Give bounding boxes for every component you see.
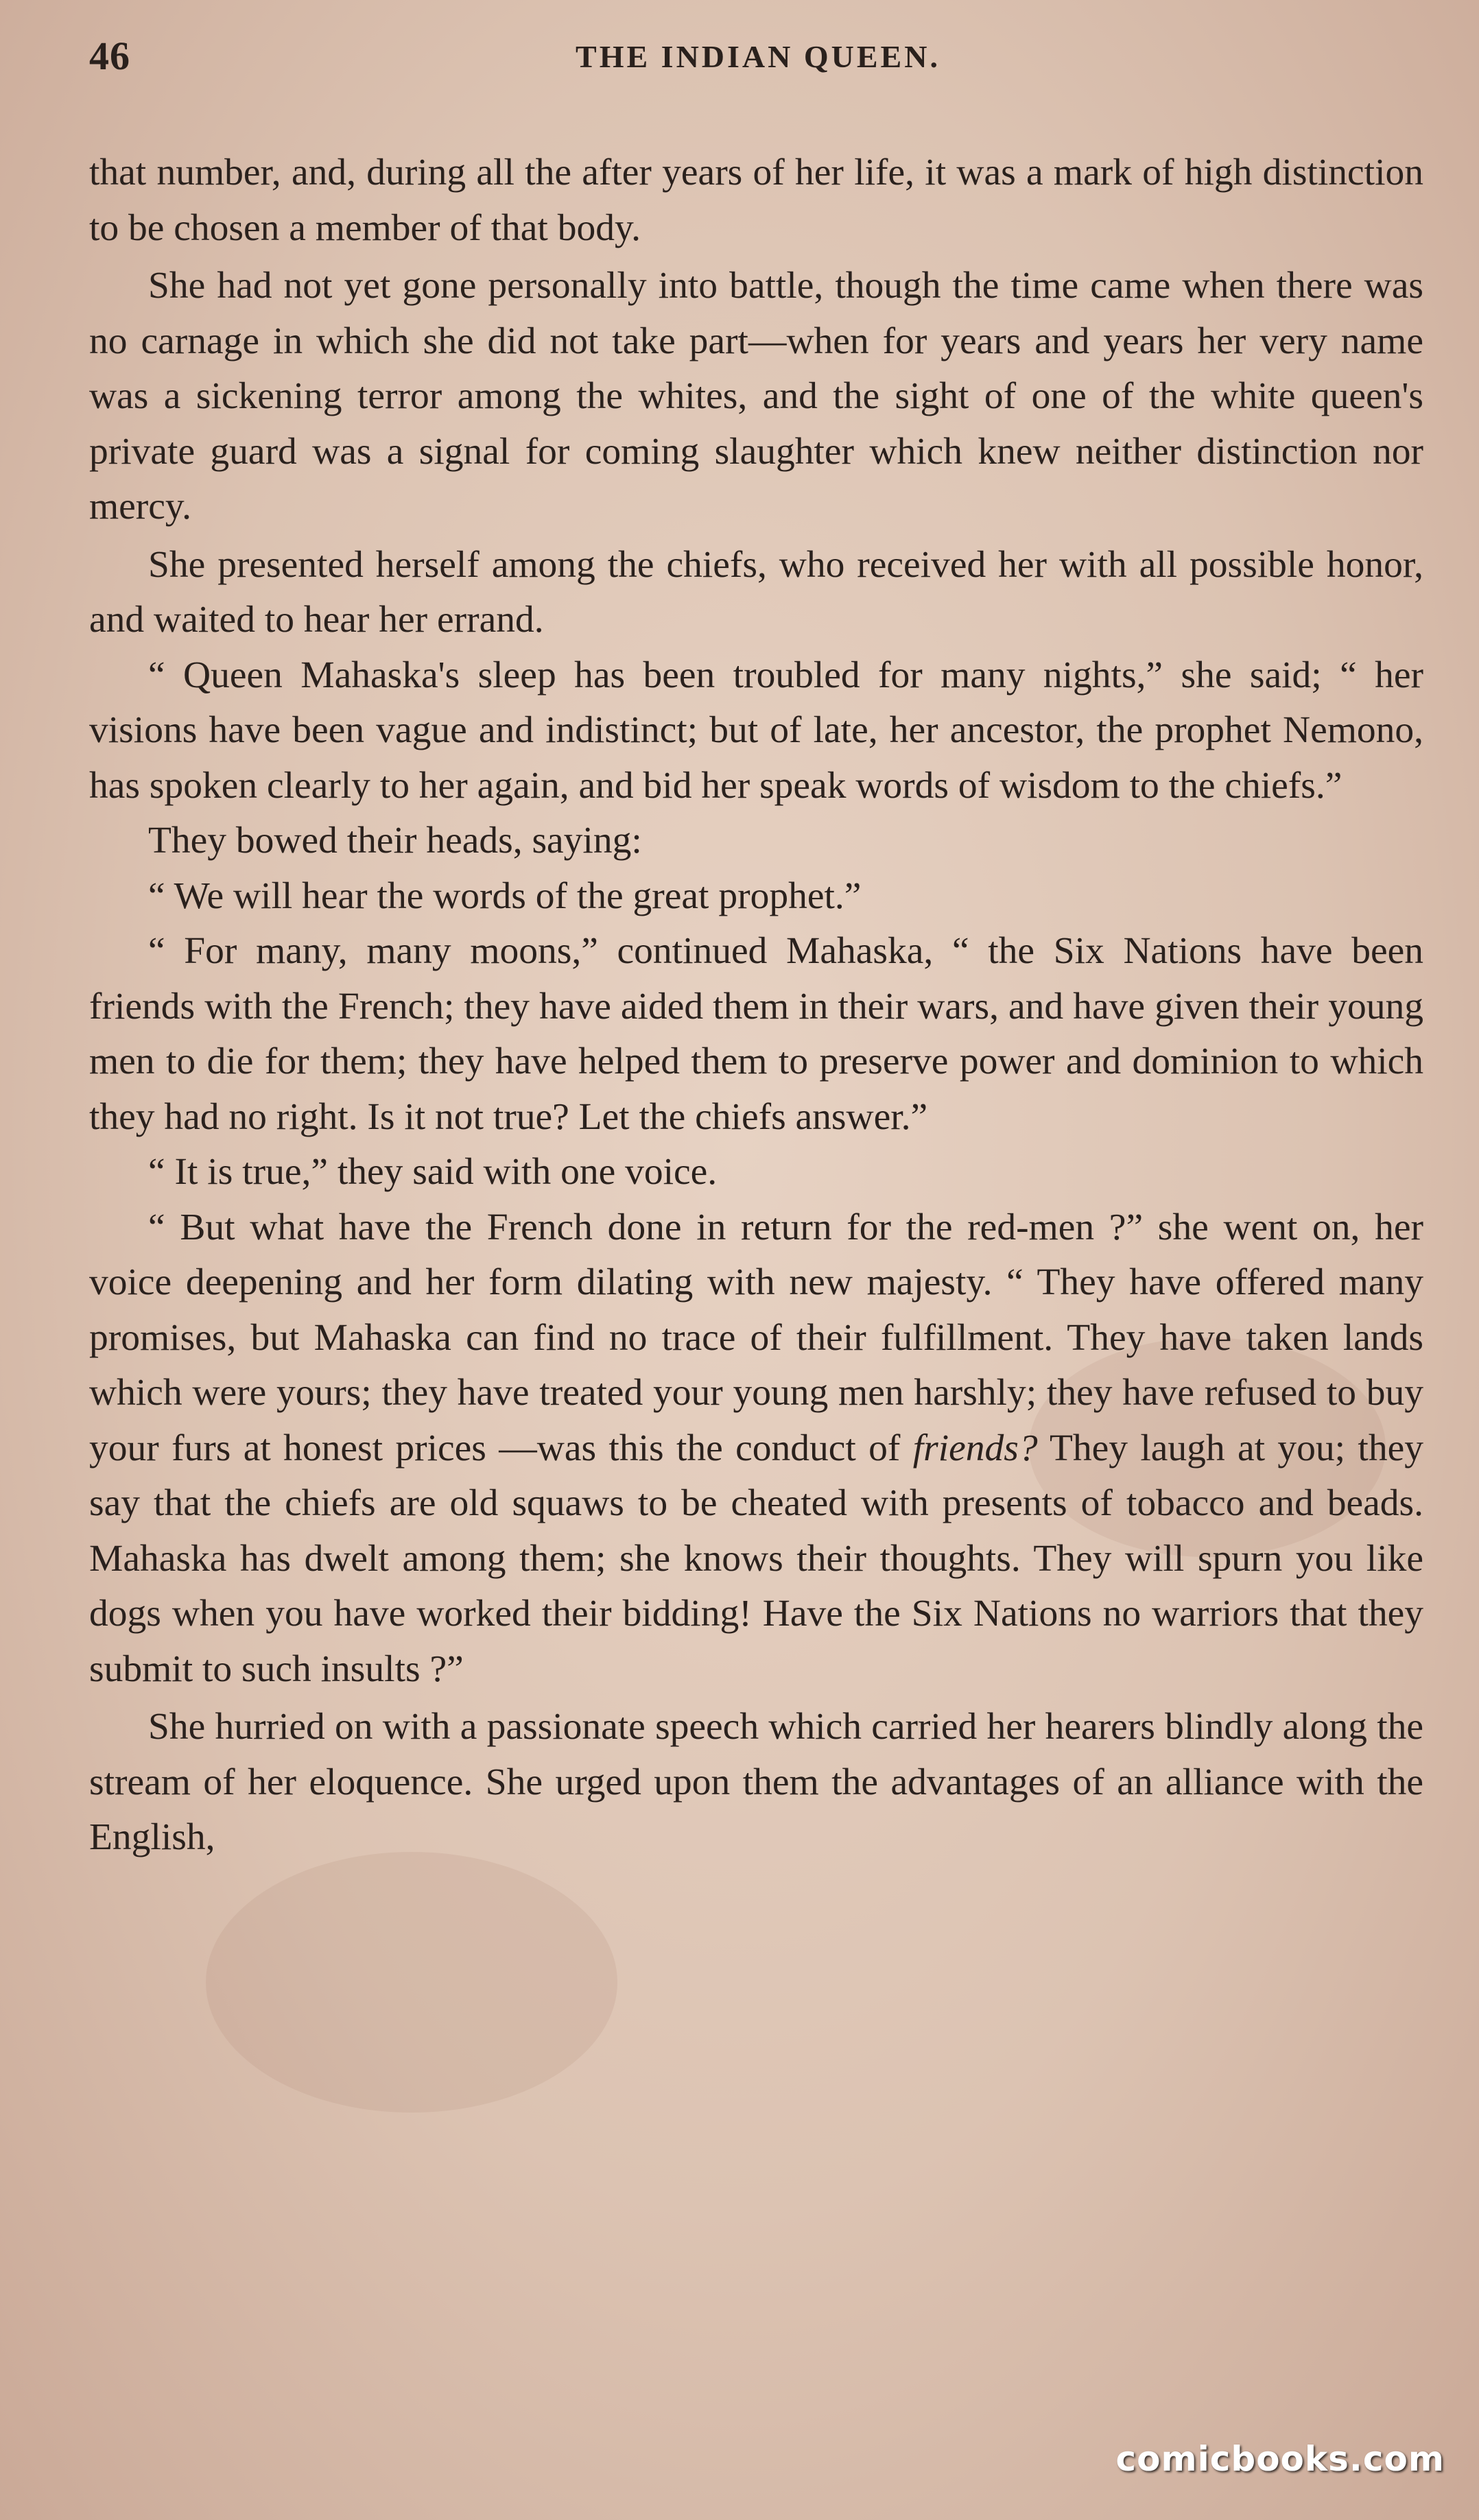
emphasized-word: friends?: [912, 1427, 1038, 1469]
paragraph-text: They laugh at you; they say that the chiefs are old squaws to be cheated with presents of tobacco and beads. Mahaska has dwelt among them; she knows their thoughts. They will spurn you like dogs when you have worked their bidding! Have the Six Nations no warriors that they submit to such insults ?”: [89, 1427, 1423, 1690]
paragraph: “ For many, many moons,” continued Mahaska, “ the Six Nations have been friends with the French; they have aided them in their wars, and have given their young men to die for them; they have helped them to preserve power and dominion to which they had no right. Is it not true? Let the chiefs answer.”: [89, 930, 1423, 1138]
paragraph: “ We will hear the words of the great prophet.”: [148, 875, 862, 917]
paragraph: She hurried on with a passionate speech which carried her hearers blindly along the stream of her eloquence. She urged upon them the advantages of an alliance with the English,: [89, 1706, 1423, 1858]
paragraph: that number, and, during all the after years of her life, it was a mark of high distinction to be chosen a member of that body.: [89, 152, 1423, 249]
paragraph: “ Queen Mahaska's sleep has been troubled for many nights,” she said; “ her visions have been vague and indistinct; but of late, her ancestor, the prophet Nemono, has spoken clearly to her again, and bid her speak words of wisdom to the chiefs.”: [89, 654, 1423, 807]
paragraph: She presented herself among the chiefs, who received her with all possible honor, and waited to hear her errand.: [89, 543, 1423, 641]
paper-stain: [206, 1852, 617, 2113]
page-header: [89, 33, 1427, 88]
watermark: comicbooks.com: [1115, 2439, 1445, 2479]
body-text: [89, 145, 1423, 1866]
paragraph: She had not yet gone personally into battle, though the time came when there was no carnage in which she did not take part—when for years and years her very name was a sickening terror among the whites, and the sight of one of the white queen's private guard was a signal for coming slaughter which knew neither distinction nor mercy.: [89, 265, 1423, 527]
page-number: 46: [89, 34, 130, 78]
paragraph: [89, 1200, 1423, 1698]
paragraph: They bowed their heads, saying:: [148, 820, 642, 861]
paragraph: “ It is true,” they said with one voice.: [148, 1151, 718, 1193]
paragraph-text: “ But what have the French done in return for the red-men ?” she went on, her voice deepening and her form dilating with new majesty. “ They have offered many promises, but Mahaska can find no trace of their fulfillment. They have taken lands which were yours; they have treated your young men harshly; they have refused to buy your furs at honest prices —was this the conduct of: [89, 1206, 1423, 1469]
running-title: THE INDIAN QUEEN.: [576, 39, 940, 74]
